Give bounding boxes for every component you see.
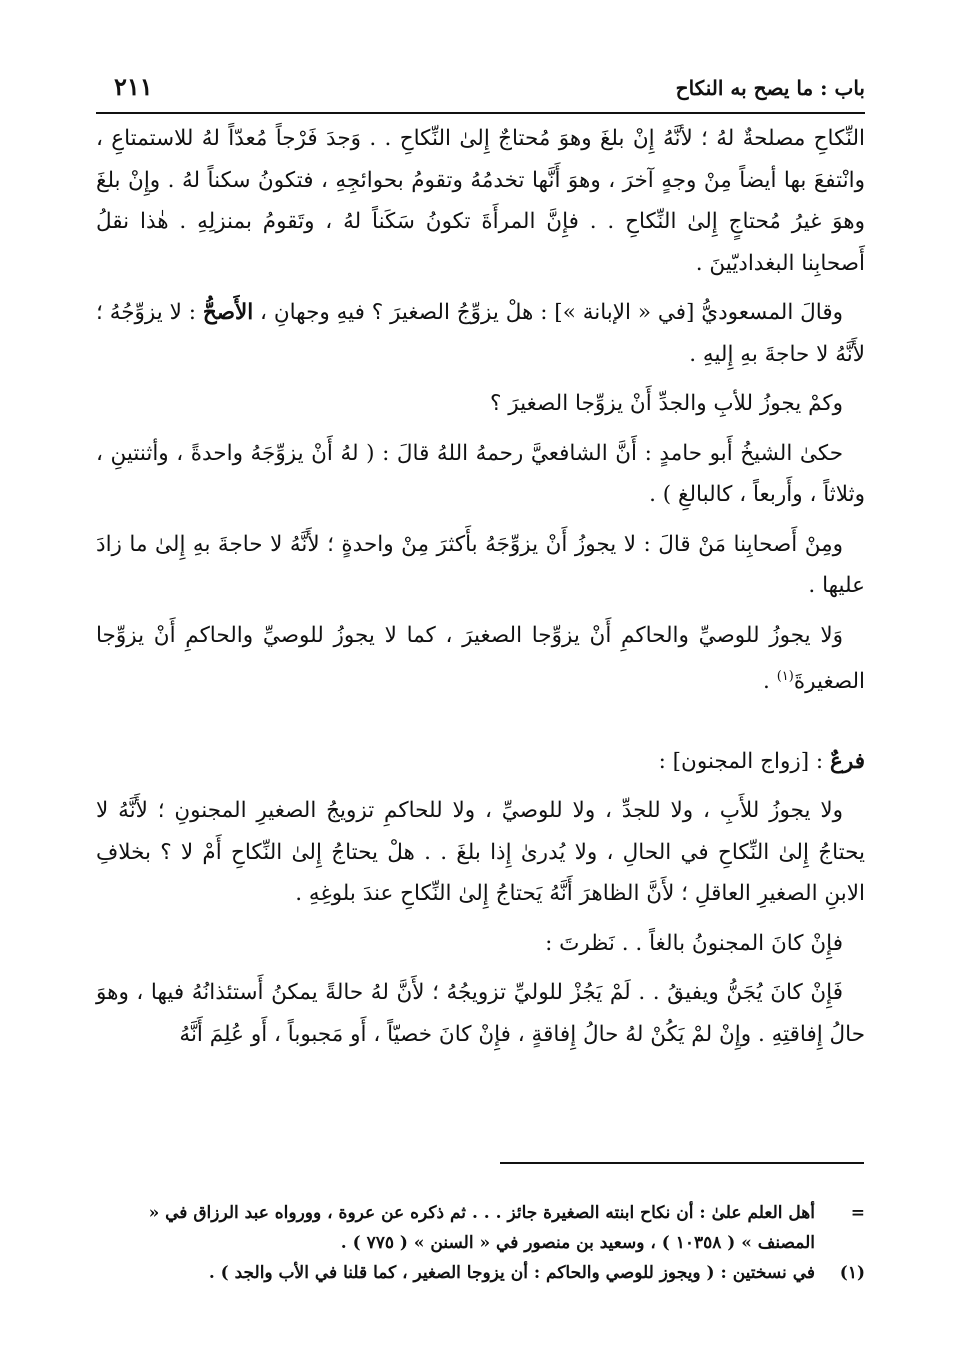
bold-term: الأَصحُّ [202,300,254,325]
section-heading [96,741,865,783]
paragraph: النِّكاحِ مصلحةٌ لهُ ؛ لأنَّهُ إِنْ بلغَ وهوَ مُحتاجٌ إِلىٰ النِّكاحِ . . وَجدَ فَرْجاً مُعدّاً لهُ للاستمتاعِ ، وانْتفعَ بها أيضاً مِنْ وجهٍ آخرَ ، وهوَ أَنَّها تخدمُهُ وتقومُ بحوائجِهِ ، فتكونُ سكناً لهُ . وإِنْ بلغَ وهوَ غيرُ مُحتاجٍ إِلىٰ النِّكاحِ . . فإِنَّ المرأَةَ تكونُ سَكَناً لهُ ، وتَقومُ بمنزلِهِ . هٰذا نقلُ أَصحابِنا البغداديّينَ . [96,126,865,276]
paragraph [96,292,865,375]
footnote-reference[interactable]: (١) [776,669,794,684]
paragraph-end: . [763,669,777,695]
section-label: فرعٌ [830,748,865,774]
footnote-marker: = [850,1203,865,1223]
section-title: : [زواج المجنون] : [658,748,831,774]
paragraph: وكمْ يجوزُ للأبِ والجدِّ أَنْ يزوِّجا الصغيرَ ؟ [490,391,843,416]
footnote-text: أهل العلم علىٰ : أن نكاح ابنته الصغيرة جائز . . . ثم ذكره عن عروة ، وورواه عبد الرزاق في « المصنف » ( ١٠٣٥٨ ) ، وسعيد بن منصور في « السنن » ( ٧٧٥ ) . [148,1203,815,1253]
footnotes [96,1198,865,1288]
footnote-marker: (١) [839,1263,865,1283]
footnote [96,1198,865,1258]
main-text [96,118,865,1063]
paragraph: فَإِنْ كانَ يُجَنُّ ويفيقُ . . لَمْ يَجُزْ للوليِّ تزويجُهُ ؛ لأَنَّ لهُ حالةً يمكنُ أَستئذانُهُ فيها ، وهوَ حالُ إِفاقتِهِ . وإِنْ لمْ يَكُنْ لهُ حالُ إِفاقةٍ ، فإِنْ كانَ خصيّاً ، أَو مَجبوباً ، أَو عُلِمَ أَنَّهُ [96,980,865,1047]
paragraph: حكىٰ الشيخُ أَبو حامدٍ : أَنَّ الشافعيَّ رحمهُ اللهُ قالَ : ( لهُ أَنْ يزوِّجَهُ واحدةً ، وأثنتينِ ، وثلاثاً ، وأَربعاً ، كالبالغِ ) . [96,440,865,507]
paragraph-text: وَلا يجوزُ للوصيِّ والحاكمِ أَنْ يزوِّجا الصغيرَ ، كما لا يجوزُ للوصيِّ والحاكمِ أَنْ يزوِّجا الصغيرةَ [96,622,865,695]
header-rule [96,112,865,114]
paragraph: ولا يجوزُ للأَبِ ، ولا للجدِّ ، ولا للوصيِّ ، ولا للحاكمِ تزويجُ الصغيرِ المجنونِ ؛ لأَنَّهُ لا يحتاجُ إِلىٰ النِّكاحِ في الحالِ ، ولا يُدرىٰ إِذا بلغَ . . هلْ يحتاجُ إِلىٰ النِّكاحِ أَمْ لا ؟ بخلافِ الابنِ الصغيرِ العاقلِ ؛ لأَنَّ الظاهرَ أَنَّهُ يَحتاجُ إِلىٰ النِّكاحِ عندَ بلوغِهِ . [96,798,865,907]
paragraph-text-after-bold: : لا يزوِّجُهُ ؛ لأَنَّهُ لا حاجةَ بهِ إِليهِ . [96,300,865,367]
paragraph: ومِنْ أَصحابِنا مَنْ قالَ : لا يجوزُ أَنْ يزوِّجَهُ بأَكثرَ مِنْ واحدةٍ ؛ لأَنَّهُ لا حاجةَ بهِ إِلىٰ ما زادَ عليها . [96,531,865,598]
running-header [96,70,865,110]
paragraph [96,615,865,703]
footnote [96,1258,865,1288]
page-number: ٢١١ [114,72,153,101]
paragraph: فإِنْ كانَ المجنونُ بالغاً . . نَظرتَ : [545,930,843,956]
footnote-text: في نسختين : ( ويجوز للوصي والحاكم : أن يزوجا الصغير ، كما قلنا في الأب والجد ) . [208,1263,815,1283]
paragraph-text-before-bold: وقالَ المسعوديُّ [في « الإبانة »] : هلْ يزوِّجُ الصغيرَ ؟ فيهِ وجهانِ ، [253,300,843,325]
chapter-title: باب : ما يصح به النكاح [675,76,865,100]
footnote-rule [500,1162,864,1164]
